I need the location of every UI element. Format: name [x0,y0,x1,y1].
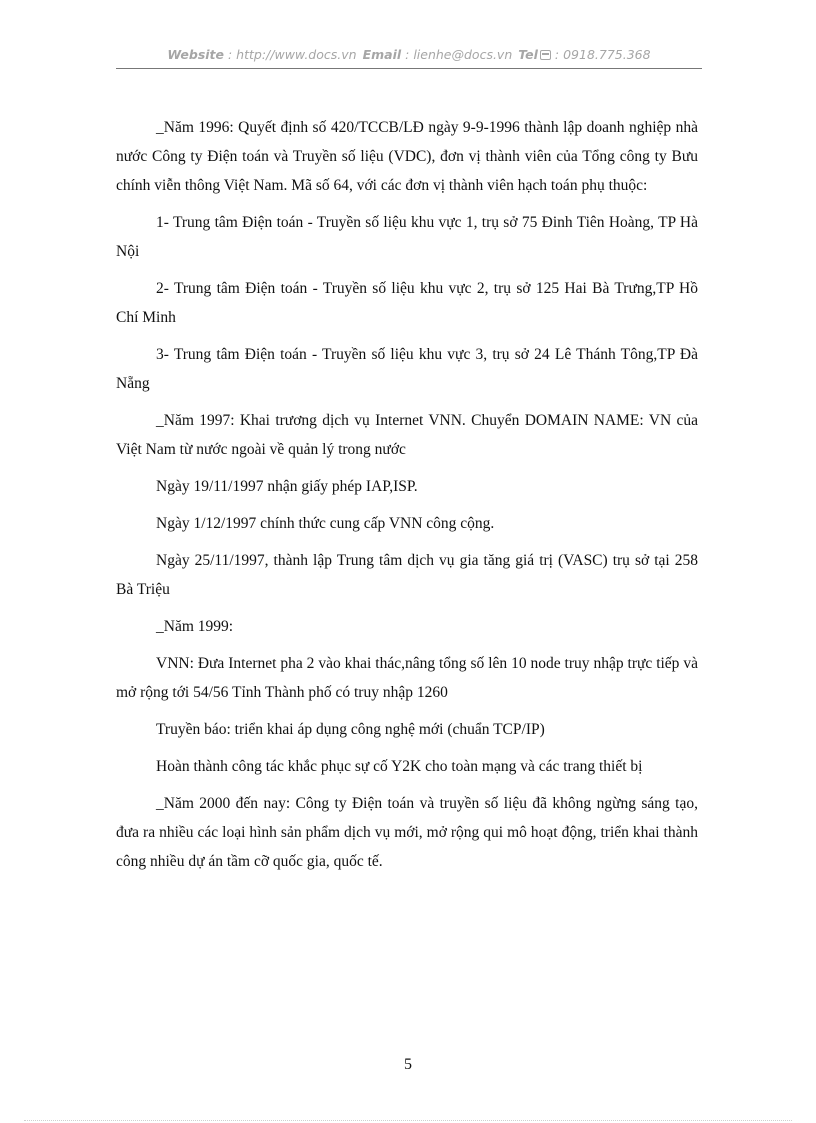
page-number: 5 [404,1056,412,1073]
page-header [116,46,702,69]
tel-label: Tel [518,47,538,62]
website-url: : http://www.docs.vn [224,47,357,62]
footer-divider [24,1120,792,1121]
paragraph-y2k: Hoàn thành công tác khắc phục sự cố Y2K cho toàn mạng và các trang thiết bị [156,758,643,775]
paragraph-license: Ngày 19/11/1997 nhận giấy phép IAP,ISP. [156,478,418,495]
email-address: : lienhe@docs.vn [401,47,513,62]
paragraph-vasc: Ngày 25/11/1997, thành lập Trung tâm dịch vụ gia tăng giá trị (VASC) trụ sở tại 258 Bà Triệu [116,552,698,598]
paragraph-center-3: 3- Trung tâm Điện toán - Truyền số liệu khu vực 3, trụ sở 24 Lê Thánh Tông,TP Đà Nẵng [116,346,698,392]
paragraph-1997: _Năm 1997: Khai trương dịch vụ Internet VNN. Chuyển DOMAIN NAME: VN của Việt Nam từ nước ngoài về quản lý trong nước [116,412,698,458]
paragraph-vnn-public: Ngày 1/12/1997 chính thức cung cấp VNN công cộng. [156,515,495,532]
paragraph-2000: _Năm 2000 đến nay: Công ty Điện toán và truyền số liệu đã không ngừng sáng tạo, đưa ra nhiều các loại hình sản phẩm dịch vụ mới, mở rộng qui mô hoạt động, triển khai thành công nhiều dự án tầm cỡ quốc gia, quốc tế. [116,795,698,870]
tel-number: : 0918.775.368 [550,47,651,62]
paragraph-vnn-phase2: VNN: Đưa Internet pha 2 vào khai thác,nâng tổng số lên 10 node truy nhập trực tiếp và mở rộng tới 54/56 Tỉnh Thành phố có truy nhập 1260 [116,655,698,701]
paragraph-center-2: 2- Trung tâm Điện toán - Truyền số liệu khu vực 2, trụ sở 125 Hai Bà Trưng,TP Hồ Chí Minh [116,280,698,326]
paragraph-1996: _Năm 1996: Quyết định số 420/TCCB/LĐ ngày 9-9-1996 thành lập doanh nghiệp nhà nước Công ty Điện toán và Truyền số liệu (VDC), đơn vị thành viên của Tổng công ty Bưu chính viễn thông Việt Nam. Mã số 64, với các đơn vị thành viên hạch toán phụ thuộc: [116,119,698,194]
phone-icon [540,50,551,60]
paragraph-1999: _Năm 1999: [156,618,234,635]
email-label: Email [362,47,402,62]
paragraph-center-1: 1- Trung tâm Điện toán - Truyền số liệu khu vực 1, trụ sở 75 Đinh Tiên Hoàng, TP Hà Nội [116,214,698,260]
document-body [116,113,698,884]
paragraph-tcp-ip: Truyền báo: triển khai áp dụng công nghệ mới (chuẩn TCP/IP) [156,721,545,738]
website-label: Website [167,47,225,62]
